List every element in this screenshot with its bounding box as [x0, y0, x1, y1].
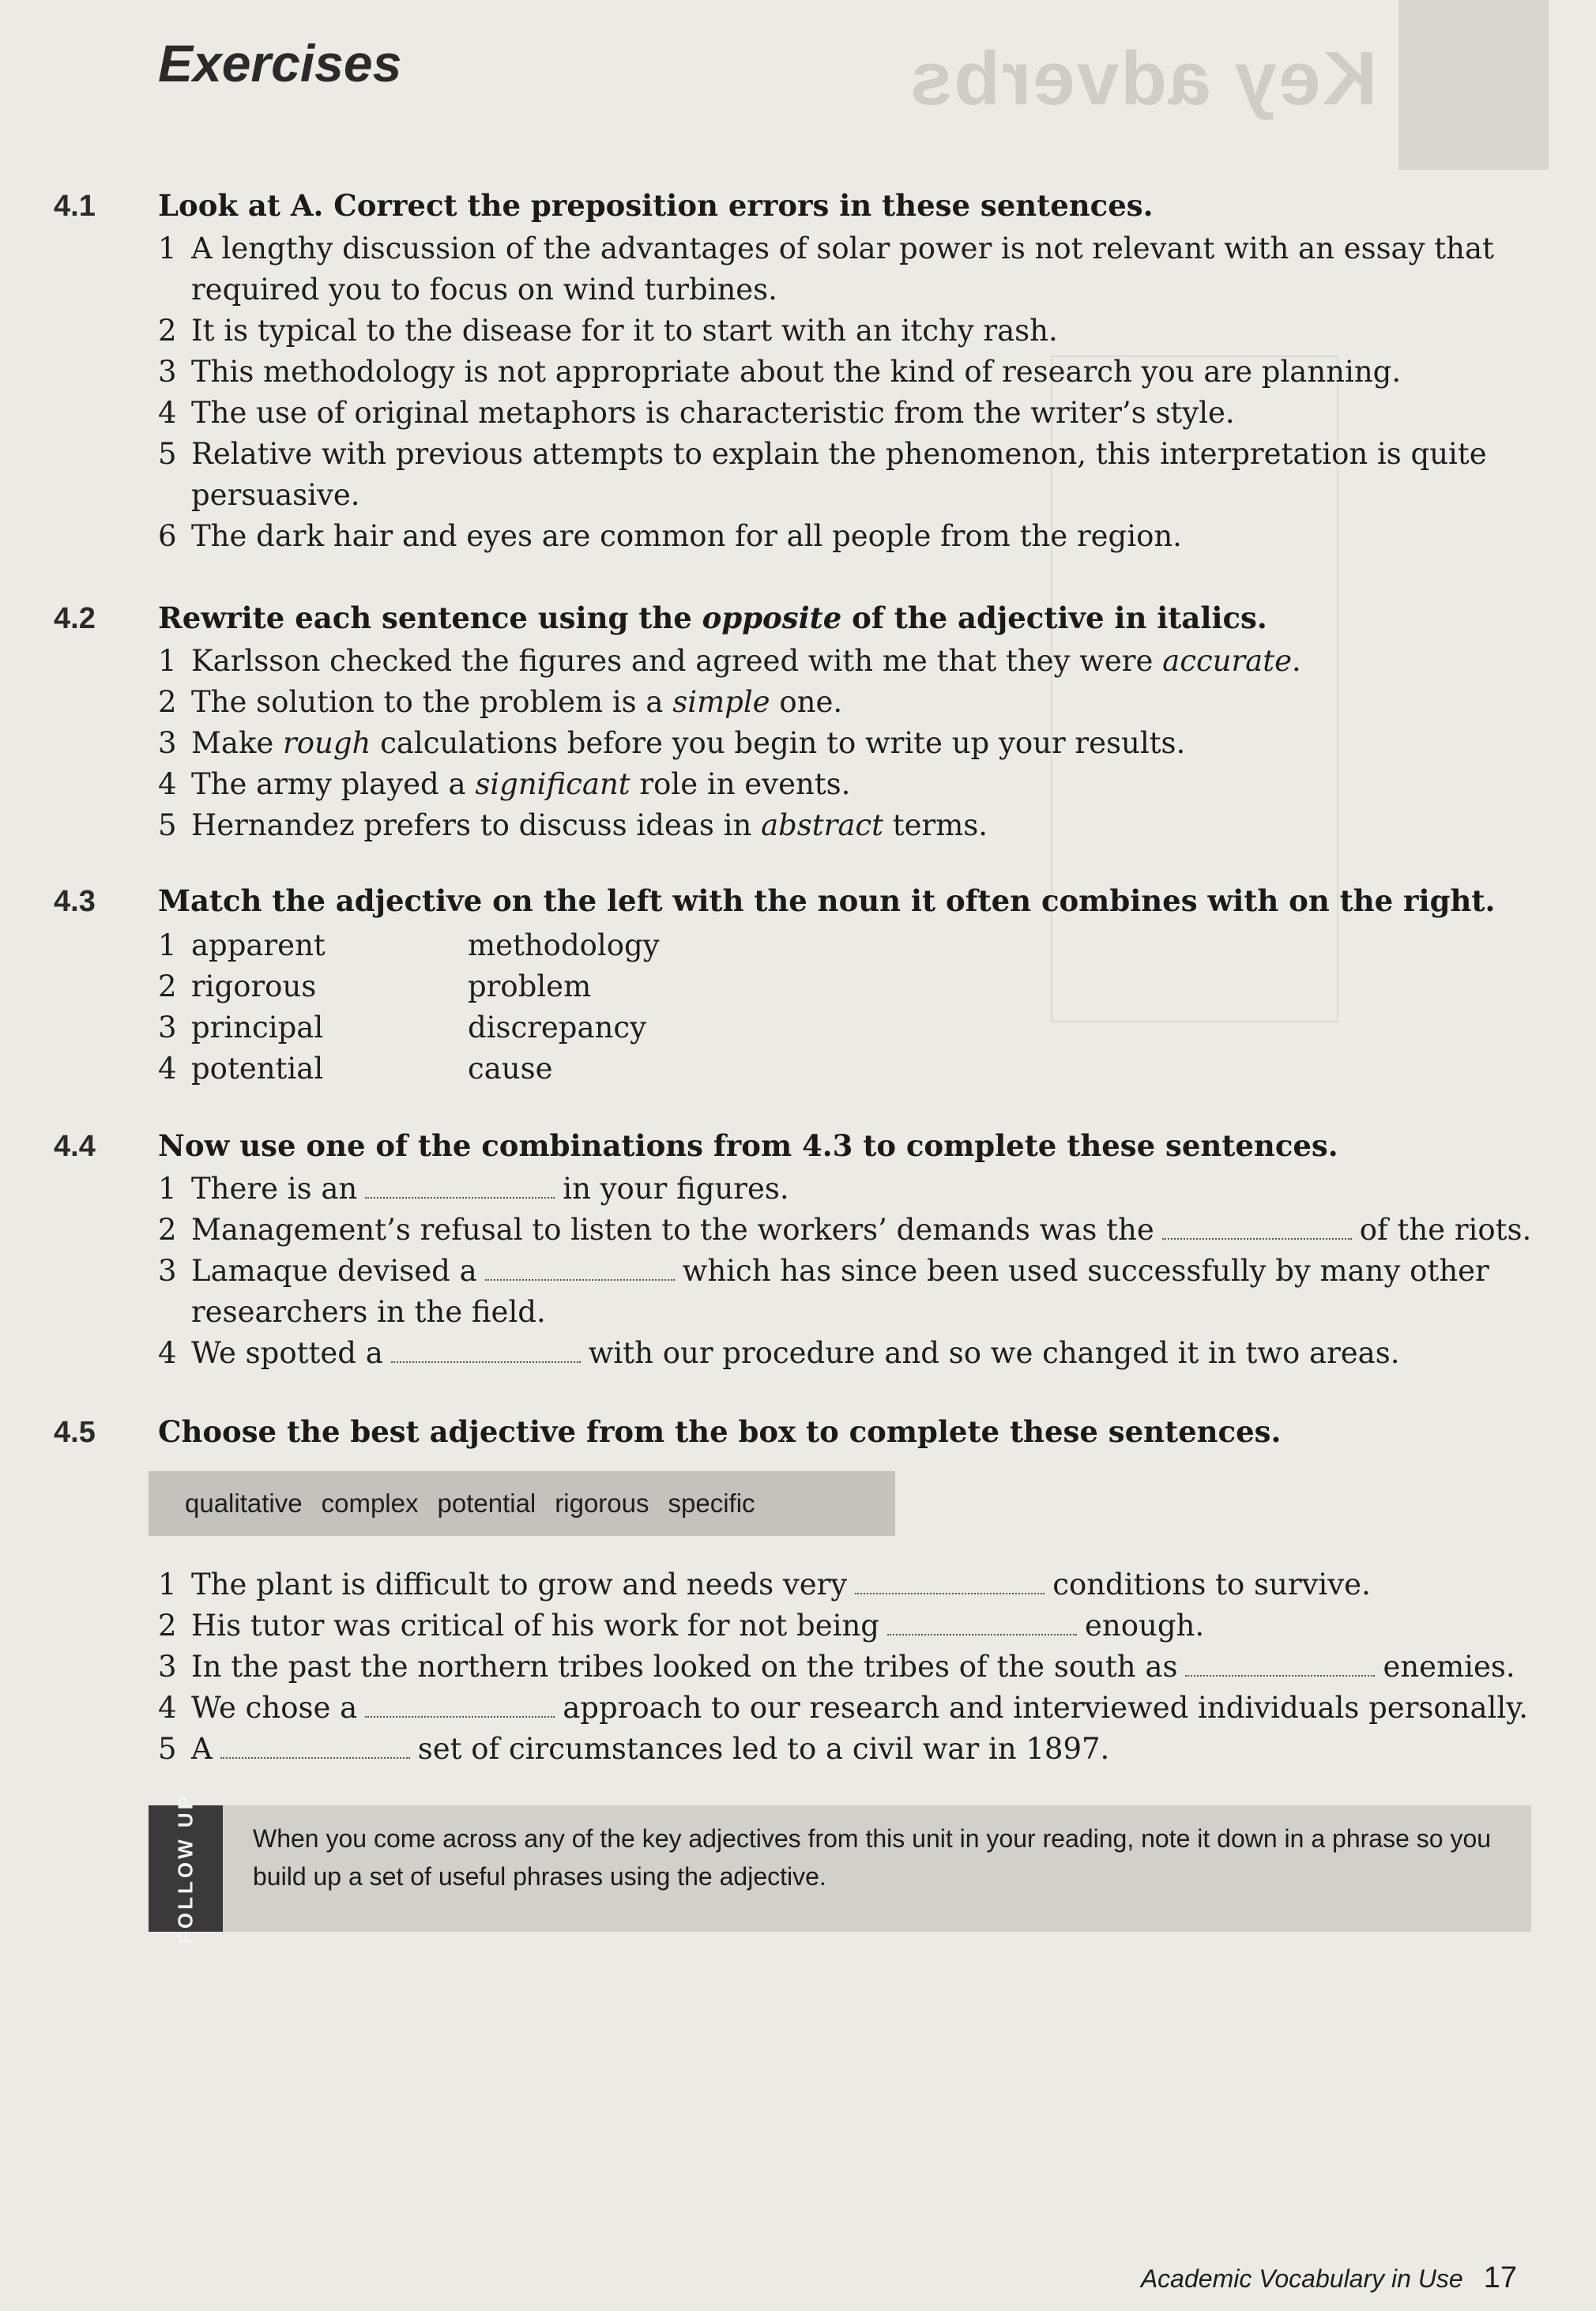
item-number: 4	[158, 1691, 177, 1725]
answer-blank[interactable]	[220, 1733, 410, 1759]
list-item	[158, 805, 1555, 846]
exercise-4-5-items	[54, 1564, 1555, 1770]
list-item	[158, 1729, 1555, 1770]
exercise-4-1	[54, 188, 1555, 557]
item-number: 4	[158, 1336, 177, 1370]
answer-blank[interactable]	[1162, 1214, 1352, 1240]
item-text: Make rough calculations before you begin to write up your results.	[191, 726, 1186, 760]
page-title: Exercises	[158, 34, 402, 92]
exercise-4-4	[54, 1128, 1555, 1374]
item-number: 3	[158, 726, 177, 760]
item-text: Management’s refusal to listen to the workers’ demands was the of the riots.	[191, 1213, 1532, 1247]
item-number: 3	[158, 1650, 177, 1684]
word-box	[149, 1471, 895, 1536]
item-text: Lamaque devised a which has since been used successfully by many other researchers in the field.	[191, 1254, 1489, 1329]
exercise-number: 4.4	[54, 1130, 96, 1163]
answer-blank[interactable]	[365, 1173, 555, 1199]
item-text: Relative with previous attempts to explain the phenomenon, this interpretation is quite persuasive.	[191, 437, 1487, 512]
item-number: 3	[158, 355, 177, 389]
item-number: 5	[158, 437, 177, 471]
list-item	[158, 1647, 1555, 1688]
exercise-number: 4.3	[54, 885, 96, 918]
item-number: 4	[158, 396, 177, 430]
bleed-through-title: Key adverbs	[909, 36, 1377, 121]
exercise-instruction: Match the adjective on the left with the noun it often combines with on the right.	[158, 883, 1496, 918]
answer-blank[interactable]	[855, 1569, 1045, 1594]
list-item	[158, 228, 1555, 311]
exercise-instruction: Now use one of the combinations from 4.3 to complete these sentences.	[158, 1128, 1338, 1163]
word-option: qualitative	[185, 1489, 303, 1518]
list-item	[158, 1210, 1555, 1251]
list-item	[158, 1251, 1555, 1333]
item-number: 2	[158, 1609, 177, 1643]
item-text: A lengthy discussion of the advantages of solar power is not relevant with an essay that required you to focus on wind turbines.	[191, 231, 1494, 307]
item-text: This methodology is not appropriate about the kind of research you are planning.	[191, 355, 1402, 389]
list-item	[158, 1564, 1555, 1605]
matching-row: 3 principal discrepancy	[158, 1007, 1555, 1048]
adjective: rigorous	[191, 969, 317, 1003]
item-text: It is typical to the disease for it to start with an itchy rash.	[191, 314, 1058, 348]
item-number: 1	[158, 644, 177, 678]
item-text: Karlsson checked the figures and agreed with me that they were accurate.	[191, 644, 1301, 678]
list-item	[158, 352, 1555, 393]
item-text: Hernandez prefers to discuss ideas in abstract terms.	[191, 808, 988, 842]
item-number: 4	[158, 767, 177, 801]
page-number: 17	[1483, 2261, 1517, 2294]
answer-blank[interactable]	[485, 1255, 675, 1281]
noun: cause	[468, 1052, 553, 1086]
adjective: apparent	[191, 928, 326, 962]
word-option: complex	[321, 1489, 419, 1518]
word-option: specific	[668, 1489, 755, 1518]
item-text: There is an in your figures.	[191, 1172, 789, 1206]
word-option: potential	[437, 1489, 536, 1518]
bleed-through-tab	[1398, 0, 1549, 170]
list-item	[158, 1169, 1555, 1210]
answer-blank[interactable]	[1185, 1651, 1375, 1677]
list-item	[158, 723, 1555, 764]
item-text: In the past the northern tribes looked on the tribes of the south as enemies.	[191, 1650, 1515, 1684]
noun: problem	[468, 969, 592, 1003]
list-item	[158, 682, 1555, 723]
item-number: 2	[158, 685, 177, 719]
item-text: The plant is difficult to grow and needs very conditions to survive.	[191, 1568, 1371, 1602]
item-number: 1	[158, 1172, 177, 1206]
noun: discrepancy	[468, 1011, 647, 1044]
follow-up-box	[149, 1793, 1531, 1944]
item-number: 1	[158, 1568, 177, 1602]
item-number: 6	[158, 519, 177, 553]
exercise-instruction: Rewrite each sentence using the opposite of the adjective in italics.	[158, 600, 1267, 635]
item-number: 2	[158, 314, 177, 348]
matching-row: 4 potential cause	[158, 1048, 1555, 1090]
adjective: principal	[191, 1011, 324, 1044]
item-text: The use of original metaphors is characteristic from the writer’s style.	[191, 396, 1235, 430]
list-item	[158, 764, 1555, 805]
answer-blank[interactable]	[365, 1692, 555, 1718]
list-item	[158, 393, 1555, 434]
matching-row: 1 apparent methodology	[158, 925, 1555, 966]
list-item	[158, 1605, 1555, 1647]
answer-blank[interactable]	[887, 1610, 1077, 1635]
item-text: We spotted a with our procedure and so we changed it in two areas.	[191, 1336, 1400, 1370]
item-number: 5	[158, 808, 177, 842]
exercise-instruction: Look at A. Correct the preposition errors in these sentences.	[158, 188, 1154, 223]
item-text: His tutor was critical of his work for not being enough.	[191, 1609, 1205, 1643]
exercise-4-3	[54, 883, 1555, 1090]
item-text: The army played a significant role in events.	[191, 767, 851, 801]
follow-up-tab: FOLLOW UP	[149, 1805, 223, 1932]
list-item	[158, 1688, 1555, 1729]
item-text: A set of circumstances led to a civil war in 1897.	[191, 1732, 1110, 1766]
item-text: The dark hair and eyes are common for all people from the region.	[191, 519, 1182, 553]
exercise-number: 4.1	[54, 190, 96, 223]
item-number: 2	[158, 1213, 177, 1247]
book-title: Academic Vocabulary in Use	[1140, 2264, 1463, 2293]
item-number: 3	[158, 1254, 177, 1288]
exercise-number: 4.5	[54, 1416, 96, 1449]
page-footer	[1141, 2261, 1517, 2295]
item-text: The solution to the problem is a simple one.	[191, 685, 843, 719]
adjective: potential	[191, 1052, 324, 1086]
item-number: 1	[158, 231, 177, 265]
list-item	[158, 434, 1555, 516]
exercise-4-5	[54, 1414, 1555, 1450]
word-option: rigorous	[555, 1489, 649, 1518]
list-item	[158, 311, 1555, 352]
list-item	[158, 516, 1555, 557]
list-item	[158, 1333, 1555, 1374]
noun: methodology	[468, 928, 660, 962]
exercise-4-2	[54, 600, 1555, 846]
exercise-instruction: Choose the best adjective from the box to complete these sentences.	[158, 1414, 1282, 1449]
matching-table	[158, 925, 1555, 1090]
answer-blank[interactable]	[391, 1338, 581, 1363]
matching-row: 2 rigorous problem	[158, 966, 1555, 1007]
item-text: We chose a approach to our research and interviewed individuals personally.	[191, 1691, 1528, 1725]
follow-up-text: When you come across any of the key adjectives from this unit in your reading, note it down in a phrase so you build up a set of useful phrases using the adjective.	[253, 1824, 1492, 1891]
item-number: 5	[158, 1732, 177, 1766]
exercise-number: 4.2	[54, 602, 96, 635]
list-item	[158, 641, 1555, 682]
